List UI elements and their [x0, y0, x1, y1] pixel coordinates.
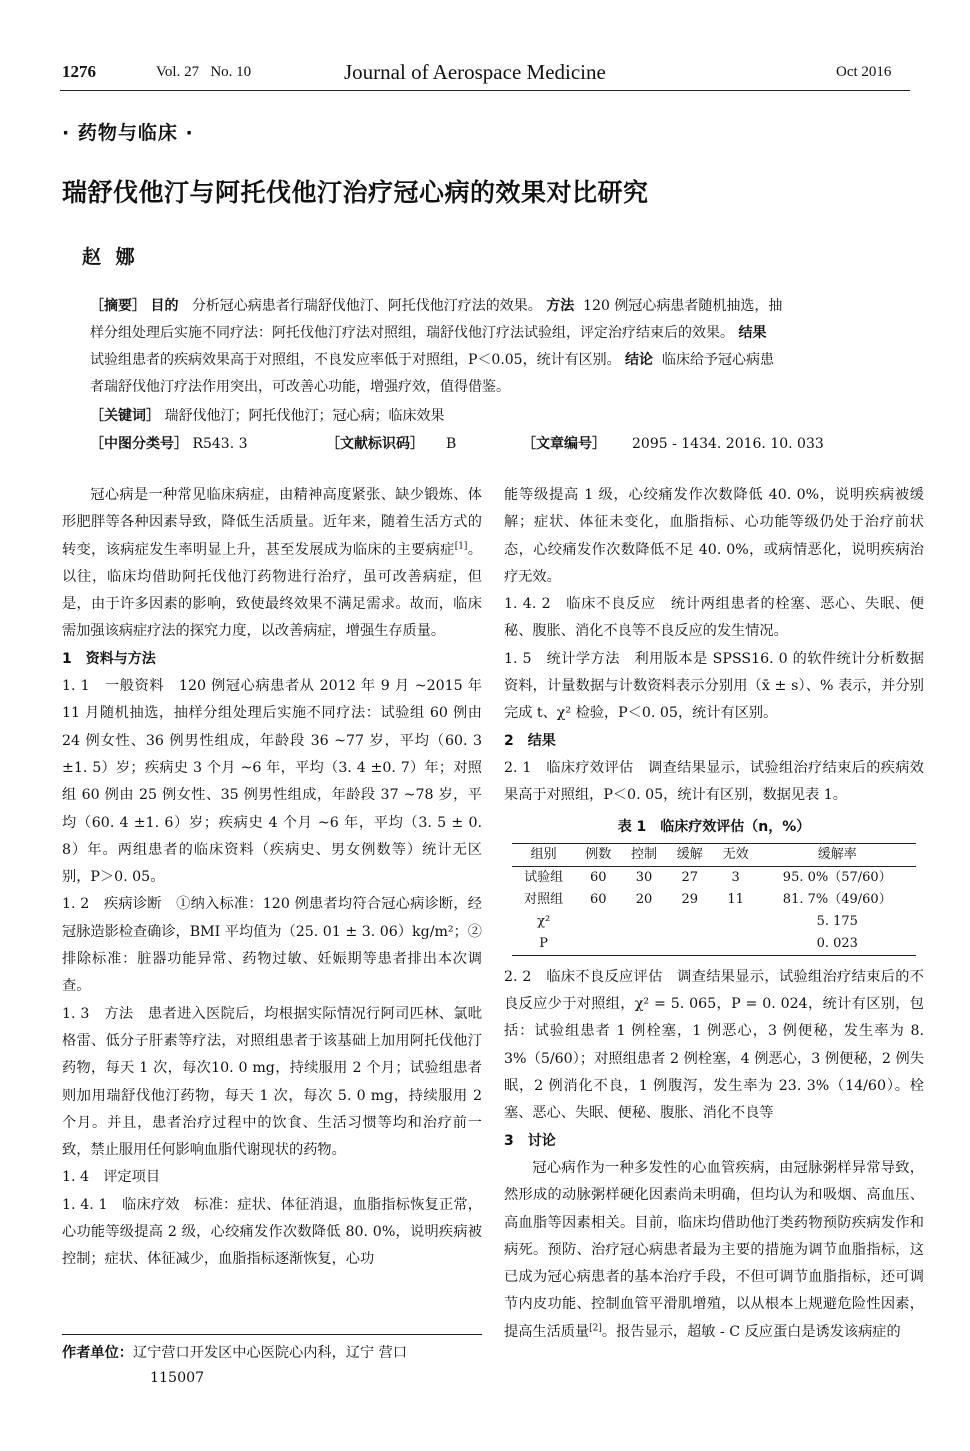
table-cell: 81. 7%（49/60）: [782, 891, 892, 907]
paragraph-1-4: 1. 4 评定项目: [62, 1169, 161, 1186]
paragraph-2-2: 2. 2 临床不良反应评估 调查结果显示，试验组治疗结束后的不良反应少于对照组，χ² = 5. 065，P = 0. 024，统计有区别，包括：试验组患者 1 例栓塞，1 例恶心，3 例便秘，发生率为 8. 3%（5/60）；对照组患者 2 例栓塞，4 例恶心，3 例便秘，2 例失眠，2 例消化不良，1 例腹泻，发生率为 23. 3%（14/60）。栓塞、恶心、失眠、便秘、腹胀、消化不良等: [504, 968, 924, 1122]
table-cell: 5. 175: [816, 913, 858, 929]
table-cell: 20: [635, 891, 653, 907]
table-cell: 30: [635, 869, 653, 885]
table-cell: 11: [727, 891, 744, 907]
abstract-label: ［摘要］: [90, 298, 146, 314]
classification-line: ［中图分类号］ R543. 3 ［文献标识码］ B ［文章编号］ 2095 - 1434. 2016. 10. 033: [90, 436, 824, 452]
abstract-line-3: 试验组患者的疾病效果高于对照组，不良发应率低于对照组，P＜0.05，统计有区别。 结论 临床给予冠心病患: [90, 352, 774, 368]
table-cell: [713, 933, 759, 956]
table-cell: 60: [589, 891, 607, 907]
table-row: [512, 933, 916, 956]
table-cell: 对照组: [524, 891, 564, 907]
abstract-line-2: 样分组处理后实施不同疗法：阿托伐他汀疗法对照组，瑞舒伐他汀疗法试验组，评定治疗结束后的效果。 结果: [90, 325, 767, 341]
footnote-rule: [62, 1334, 482, 1335]
author-affiliation: 作者单位：辽宁营口开发区中心医院心内科，辽宁 营口: [62, 1345, 408, 1361]
table-cell: [713, 911, 759, 933]
table-cell: 29: [681, 891, 699, 907]
table-cell: 60: [589, 869, 607, 885]
left-column: [62, 482, 482, 1274]
table-row: [512, 866, 916, 889]
table-row: [512, 911, 916, 933]
table-cell: 0. 023: [759, 933, 917, 956]
table-cell: [621, 911, 667, 933]
table-header-cell: 无效: [713, 843, 759, 866]
paragraph-1-5: 1. 5 统计学方法 利用版本是 SPSS16. 0 的软件统计分析数据资料，计量数据与计数资料表示分别用（x̄ ± s）、% 表示，并分别完成 t、χ² 检验，P＜0. 05，统计有区别。: [504, 650, 924, 722]
table-cell: 3: [731, 869, 740, 885]
efficacy-table: [512, 843, 916, 956]
keywords-line: [90, 406, 444, 426]
table-header-cell: 缓解率: [759, 843, 917, 866]
paragraph-1-4-1-cont: 能等级提高 1 级，心绞痛发作次数降低 40. 0%，说明疾病被缓解；症状、体征未变化，血脂指标、心功能等级仍处于治疗前状态，心绞痛发作次数降低不足 40. 0%，或病情恶化，说明疾病治疗无效。: [504, 487, 924, 585]
table-row: [512, 889, 916, 911]
table-cell: [575, 911, 621, 933]
heading-discussion: 3 讨论: [504, 1132, 556, 1149]
table-header-cell: 控制: [621, 843, 667, 866]
paragraph-1-4-2: 1. 4. 2 临床不良反应 统计两组患者的栓塞、恶心、失眠、便秘、腹胀、消化不良等不良反应的发生情况。: [504, 596, 924, 640]
article-number: 2095 - 1434. 2016. 10. 033: [632, 436, 824, 452]
table-cell: [667, 911, 713, 933]
table-cell: [621, 933, 667, 956]
issue-date: Oct 2016: [836, 64, 892, 80]
author-name: 赵 娜: [82, 246, 139, 268]
table-header-cell: 例数: [575, 843, 621, 866]
postcode: 115007: [150, 1370, 205, 1386]
heading-methods: 1 资料与方法: [62, 650, 156, 667]
doc-code: B: [446, 436, 457, 452]
table-cell: P: [512, 933, 575, 956]
abstract-line-4: 者瑞舒伐他汀疗法作用突出，可改善心功能，增强疗效，值得借鉴。: [90, 379, 510, 395]
table-cell: [667, 933, 713, 956]
heading-results: 2 结果: [504, 732, 556, 749]
paragraph-1-1: 1. 1 一般资料 120 例冠心病患者从 2012 年 9 月 ~2015 年 11 月随机抽选，抽样分组处理后实施不同疗法：试验组 60 例由 24 例女性、36 例男性组成，年龄段 36 ~77 岁，平均（60. 3 ±1. 5）岁；疾病史 3 个月 ~6 年，平均（3. 4 ±0. 7）年；对照组 60 例由 25 例女性、35 例男性组成，年龄段 37 ~78 岁，平均（60. 4 ±1. 6）岁；疾病史 4 个月 ~6 年，平均（3. 5 ± 0. 8）年。两组患者的临床资料（疾病史、男女例数等）统计无区别，P＞0. 05。: [62, 678, 482, 886]
table-cell: χ²: [537, 913, 551, 929]
table-cell: 95. 0%（57/60）: [782, 869, 892, 885]
clc-number: R543. 3: [192, 436, 248, 452]
journal-name: Journal of Aerospace Medicine: [344, 60, 606, 84]
page-number: 1276: [62, 62, 96, 81]
paragraph-discussion: 冠心病作为一种多发性的心血管疾病，由冠脉粥样异常导致，然形成的动脉粥样硬化因素尚未明确，但均认为和吸烟、高血压、高血脂等因素相关。目前，临床均借助他汀类药物预防疾病发作和病死。预防、治疗冠心病患者最为主要的措施为调节血脂指标，这已成为冠心病患者的基本治疗手段，不但可调节血脂指标，还可调节内皮功能、控制血管平滑肌增殖，以从根本上规避危险性因素，提高生活质量[2]。报告显示，超敏 - C 反应蛋白是诱发该病症的: [504, 1159, 924, 1340]
table-caption: 表 1 临床疗效评估（n，%）: [617, 818, 811, 835]
paragraph-1-2: 1. 2 疾病诊断 ①纳入标准：120 例患者均符合冠心病诊断，经冠脉造影检查确诊，BMI 平均值为（25. 01 ± 3. 06）kg/m²；②排除标准：脏器功能异常、药物过敏、妊娠期等患者排出本次调查。: [62, 896, 482, 995]
header-rule: [60, 90, 910, 91]
article-title: 瑞舒伐他汀与阿托伐他汀治疗冠心病的效果对比研究: [62, 178, 649, 207]
section-heading: · 药物与临床 ·: [62, 122, 194, 144]
paragraph-intro: 冠心病是一种常见临床病症，由精神高度紧张、缺少锻炼、体形肥胖等各种因素导致，降低生活质量。近年来，随着生活方式的转变，该病症发生率明显上升，甚至发展成为临床的主要病症[1]。以往，临床均借助阿托伐他汀药物进行治疗，虽可改善病症，但是，由于许多因素的影响，致使最终效果不满足需求。故而，临床需加强该病症疗法的探究力度，以改善病症，增强生存质量。: [62, 487, 482, 640]
right-column: [504, 482, 924, 1346]
table-cell: 试验组: [524, 869, 564, 885]
paragraph-1-4-1: 1. 4. 1 临床疗效 标准：症状、体征消退，血脂指标恢复正常，心功能等级提高 2 级，心绞痛发作次数降低 80. 0%，说明疾病被控制；症状、体征减少，血脂指标逐渐恢复，心功: [62, 1196, 482, 1268]
keywords-label: ［关键词］: [90, 408, 160, 424]
volume-issue: Vol. 27 No. 10: [156, 64, 252, 80]
table-cell: 27: [681, 869, 699, 885]
table-header-cell: 组别: [512, 843, 575, 866]
table-cell: [575, 933, 621, 956]
keywords: 瑞舒伐他汀；阿托伐他汀；冠心病；临床效果: [164, 408, 445, 424]
abstract-line-1: ［摘要］ 目的 分析冠心病患者行瑞舒伐他汀、阿托伐他汀疗法的效果。 方法 120 例冠心病患者随机抽选，抽: [90, 298, 783, 314]
table-header-cell: 缓解: [667, 843, 713, 866]
paragraph-1-3: 1. 3 方法 患者进入医院后，均根据实际情况行阿司匹林、氯吡格雷、低分子肝素等疗法，对照组患者于该基础上加用阿托伐他汀药物，每天 1 次，每次10. 0 mg，持续服用 2 个月；试验组患者则加用瑞舒伐他汀药物，每天 1 次，每次 5. 0 mg，持续服用 2 个月。并且，患者治疗过程中的饮食、生活习惯等均和治疗前一致，禁止服用任何影响血脂代谢现状的药物。: [62, 1005, 482, 1159]
paragraph-2-1: 2. 1 临床疗效评估 调查结果显示，试验组治疗结束后的疾病效果高于对照组，P＜0. 05，统计有区别，数据见表 1。: [504, 759, 924, 804]
